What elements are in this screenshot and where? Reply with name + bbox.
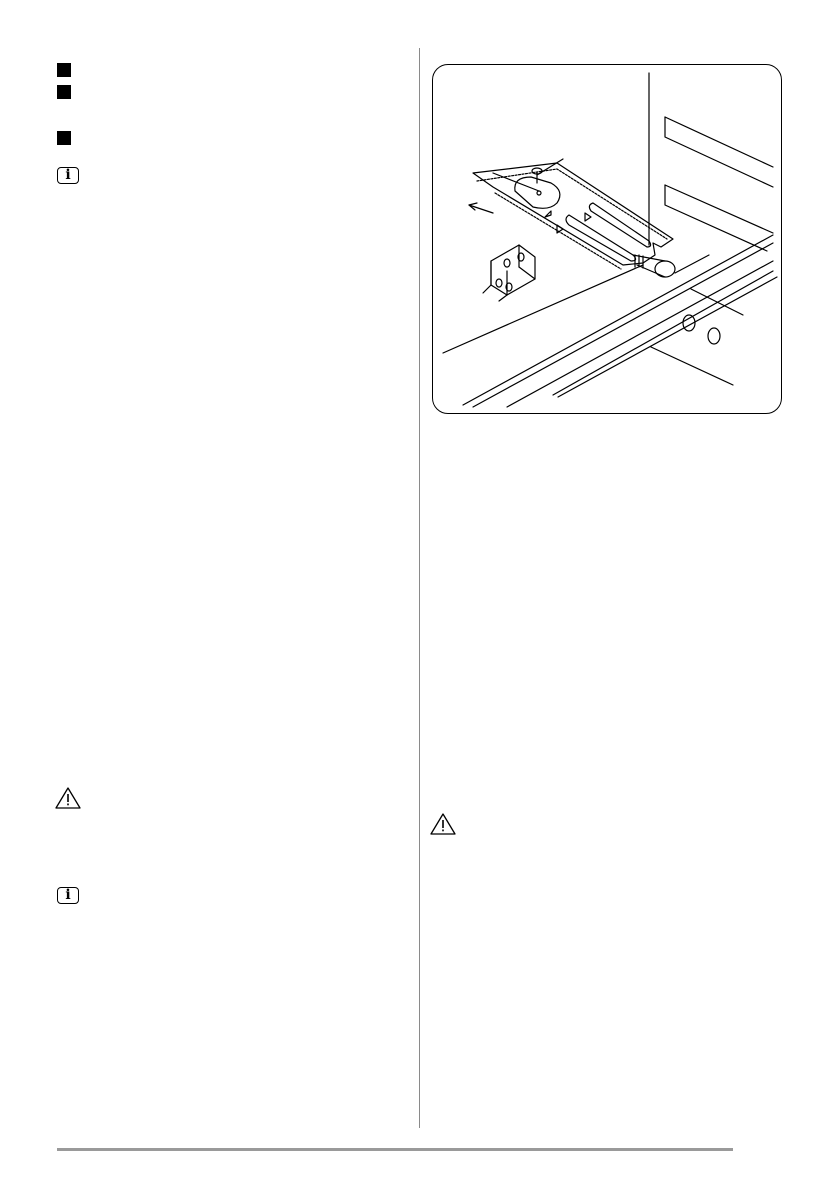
info-icon-2: i bbox=[57, 887, 79, 904]
list-marker-2 bbox=[57, 85, 71, 99]
list-marker-1 bbox=[57, 63, 71, 77]
list-marker-3 bbox=[57, 131, 71, 145]
installation-figure bbox=[432, 64, 782, 414]
footer-rule bbox=[57, 1148, 733, 1151]
installation-diagram bbox=[433, 65, 782, 414]
warning-icon bbox=[55, 787, 81, 809]
info-icon: i bbox=[57, 167, 79, 184]
warning-icon-right bbox=[430, 813, 456, 835]
column-divider bbox=[419, 48, 420, 1128]
